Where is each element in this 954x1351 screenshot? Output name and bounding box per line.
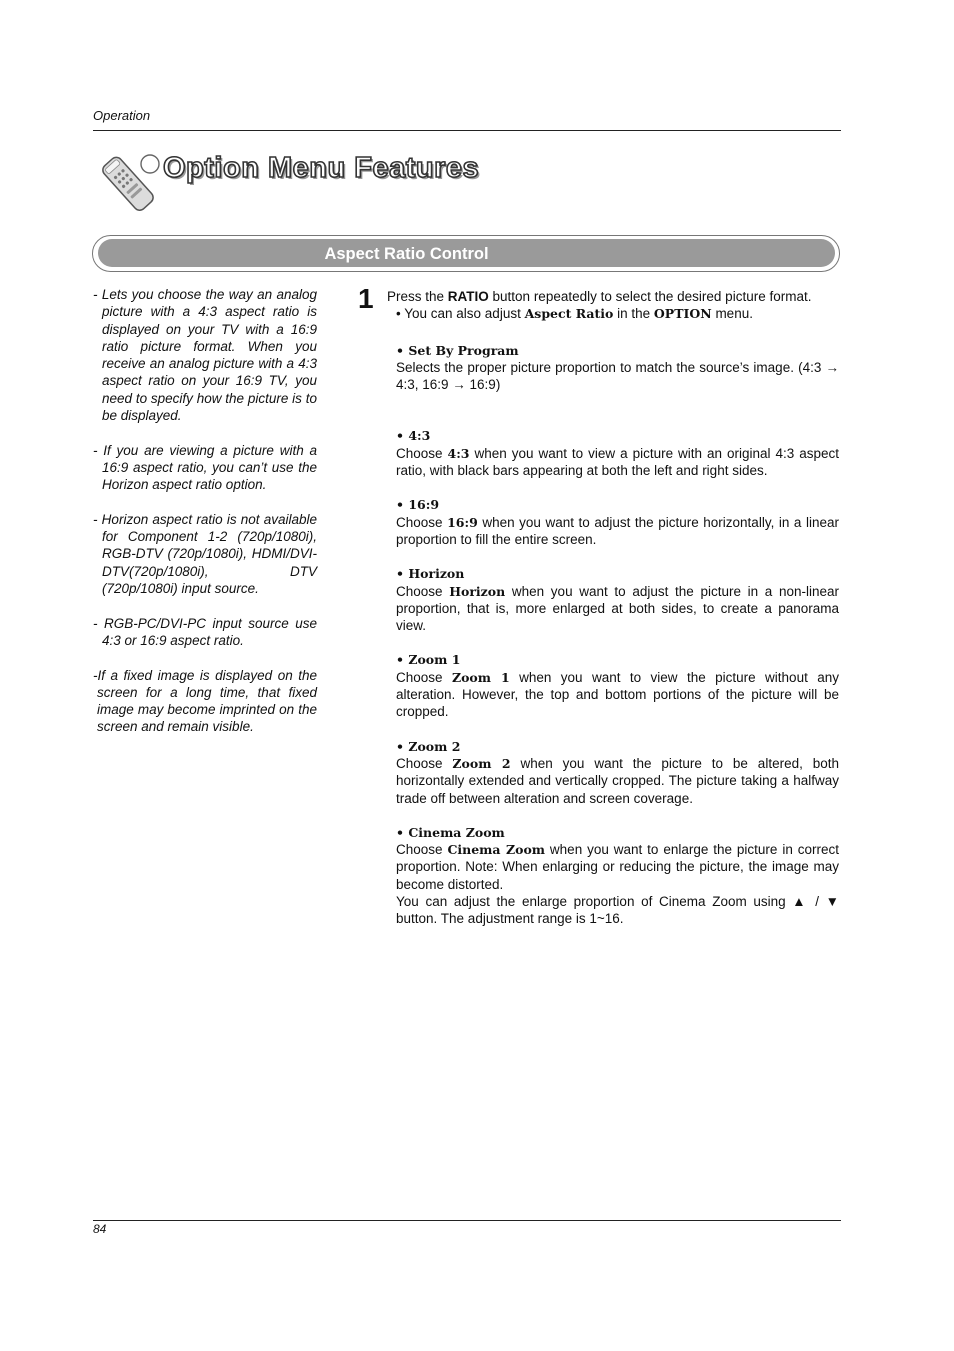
step-content — [387, 288, 839, 928]
option-key: Cinema Zoom — [447, 842, 546, 858]
option-description — [396, 583, 839, 635]
aspect-ratio-key: Aspect Ratio — [524, 306, 614, 322]
option-description — [396, 841, 839, 893]
ratio-key: RATIO — [447, 289, 489, 304]
section-heading: Aspect Ratio Control — [324, 245, 489, 263]
option-key: Horizon — [449, 583, 506, 599]
instruction-text: Press the — [387, 289, 448, 304]
option-zoom-1 — [387, 651, 839, 720]
option-key: OPTION — [653, 306, 712, 322]
note-4: - RGB-PC/DVI-PC input source use 4:3 or 16:9 aspect ratio. — [93, 615, 317, 648]
section-label: Operation — [93, 108, 151, 123]
option-text: when you want to adjust the picture horizontally, in a linear proportion to fill the entire screen. — [396, 514, 839, 547]
option-description — [396, 669, 839, 721]
option-cinema-zoom — [387, 824, 839, 928]
option-text: when you want to view the picture without any alteration. However, the top and bottom portions of the picture will be cropped. — [396, 669, 839, 720]
option-4-3 — [387, 427, 839, 479]
cinema-zoom-adjust-note: You can adjust the enlarge proportion of Cinema Zoom using ▲ / ▼ button. The adjustment range is 1~16. — [396, 894, 839, 927]
option-description — [396, 514, 839, 549]
header-rule — [93, 130, 841, 131]
remote-control-icon — [98, 152, 162, 214]
option-heading: • Set By Program — [396, 342, 519, 358]
option-description: Selects the proper picture proportion to match the source’s image. (4:3 → 4:3, 16:9 → 16:9) — [396, 359, 839, 393]
page-number: 84 — [93, 1222, 107, 1236]
option-text: when you want to enlarge the picture in correct proportion. Note: When enlarging or reducing the picture, the image may become distorted. — [396, 842, 839, 892]
side-notes — [93, 286, 317, 753]
note-1: - Lets you choose the way an analog picture with a 4:3 aspect ratio is displayed on your TV with a 16:9 ratio picture format. When you receive an analog picture with a 4:3 aspect ratio on your 16:9 TV, you need to specify how the picture is to be displayed. — [93, 287, 317, 424]
note-3: - Horizon aspect ratio is not available for Component 1-2 (720p/1080i), RGB-DTV (720p/1080i), HDMI/DVI-DTV(720p/1080i), DTV (720p/1080i) input source. — [93, 511, 317, 597]
note-5: -If a fixed image is displayed on the screen for a long time, that fixed image may become imprinted on the screen and remain visible. — [93, 667, 317, 735]
option-horizon — [387, 565, 839, 634]
option-description — [396, 755, 839, 807]
option-heading: • Horizon — [396, 566, 465, 582]
option-text: Choose — [396, 669, 452, 685]
option-key: 4:3 — [447, 445, 470, 461]
step-tip — [387, 305, 839, 322]
option-text: when you want to view a picture with an original 4:3 aspect ratio, with black bars appearing at both the left and right sides. — [396, 445, 839, 479]
note-2: - If you are viewing a picture with a 16:9 aspect ratio, you can’t use the Horizon aspect ratio option. — [93, 442, 317, 493]
option-text: when you want to adjust the picture in a non-linear proportion, that is, more enlarged at both sides, to create a panorama view. — [396, 583, 839, 634]
option-key: Zoom 1 — [451, 669, 510, 685]
instruction-text: button repeatedly to select the desired picture format. — [488, 289, 812, 304]
option-set-by-program — [387, 342, 839, 394]
option-text: Choose — [396, 445, 448, 461]
option-text: Choose — [396, 583, 450, 599]
option-heading: • 4:3 — [396, 428, 431, 444]
option-text: Choose — [396, 842, 448, 858]
option-heading: • 16:9 — [396, 497, 440, 513]
option-zoom-2 — [387, 738, 839, 807]
option-text: Choose — [396, 755, 453, 771]
tip-text: in the — [613, 306, 654, 322]
page-title: Option Menu Features — [163, 152, 480, 184]
option-text: when you want the picture to be altered, both horizontally extended and vertically cropped. The picture taking a halfway trade off between alteration and screen coverage. — [396, 755, 839, 806]
option-heading: • Zoom 2 — [396, 738, 461, 754]
option-heading: • Zoom 1 — [396, 652, 461, 668]
tip-text: • You can also adjust — [396, 306, 525, 322]
tip-text: menu. — [711, 306, 753, 322]
option-16-9 — [387, 496, 839, 548]
option-heading: • Cinema Zoom — [396, 824, 505, 840]
option-description — [396, 445, 839, 480]
option-key: Zoom 2 — [452, 755, 511, 771]
option-text: Choose — [396, 514, 448, 530]
option-key: 16:9 — [447, 514, 478, 530]
section-banner — [92, 235, 840, 272]
section-banner-fill — [98, 239, 835, 267]
step-instruction — [387, 288, 839, 305]
footer-rule — [93, 1220, 841, 1221]
step-number: 1 — [358, 283, 374, 314]
